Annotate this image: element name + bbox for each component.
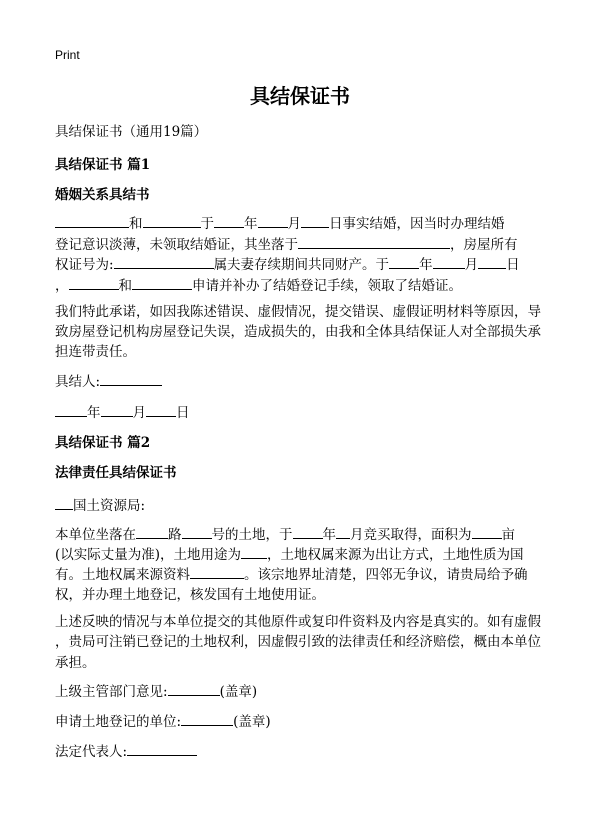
blank-field (136, 526, 168, 539)
paragraph-line: 上述反映的情况与本单位提交的其他原件或复印件资料及内容是真实的。如有虚假 (55, 614, 541, 630)
paragraph-line: 和 于 年 月 日事实结婚，因当时办理结婚 (55, 212, 505, 232)
blank-field (190, 566, 244, 579)
blank-field (478, 256, 506, 269)
section-2-subheading: 法律责任具结保证书 (55, 465, 177, 481)
supervisor-opinion-line: 上级主管部门意见: (盖章) (55, 684, 258, 700)
blank-field (301, 215, 329, 228)
blank-field (55, 404, 87, 417)
blank-field (146, 404, 176, 417)
addressee-line: 国土资源局: (55, 494, 145, 514)
blank-field (132, 277, 192, 290)
paragraph-line: 权证号为: 属夫妻存续期间共同财产。于 年 月 日 (55, 257, 520, 273)
blank-field (472, 526, 502, 539)
paragraph-line: 我们特此承诺，如因我陈述错误、虚假情况，提交错误、虚假证明材料等原因，导 (55, 304, 541, 320)
section-1-subheading: 婚姻关系具结书 (55, 187, 150, 203)
paragraph-line: (以实际丈量为准)，土地用途为 ，土地权属来源为出让方式，土地性质为国 (55, 547, 524, 563)
blank-field (101, 404, 133, 417)
blank-field (433, 256, 465, 269)
signer-line: 具结人: (55, 370, 162, 390)
paragraph-line: 承担。 (55, 655, 96, 671)
blank-field (55, 497, 73, 510)
paragraph-line: ， 和 申请并补办了结婚登记手续，领取了结婚证。 (55, 278, 462, 294)
blank-field (389, 256, 419, 269)
paragraph-line: 本单位坐落在 路 号的土地，于 年 月竞买取得，面积为 亩 (55, 527, 515, 543)
paragraph-line: 致房屋登记机构房屋登记失误，造成损失的，由我和全体具结保证人对全部损失承 (55, 324, 541, 340)
blank-field (168, 683, 220, 696)
blank-field (69, 277, 119, 290)
paragraph-line: 有。土地权属来源资料 。该宗地界址清楚，四邻无争议，请贵局给予确 (55, 567, 528, 583)
paragraph-line: ，贵局可注销已登记的土地权利，因虚假引致的法律责任和经济赔偿，概由本单位 (55, 634, 541, 650)
blank-field (241, 546, 267, 559)
blank-field (114, 256, 214, 269)
blank-field (214, 215, 244, 228)
legal-representative-line: 法定代表人: (55, 740, 197, 760)
date-line: 年 月 日 (55, 401, 190, 421)
document-title: 具结保证书 (250, 84, 350, 108)
blank-field (55, 215, 129, 228)
blank-field (100, 373, 162, 386)
applicant-unit-line: 申请土地登记的单位: (盖章) (55, 714, 271, 730)
blank-field (181, 713, 233, 726)
paragraph-line: 权，并办理土地登记，核发国有土地使用证。 (55, 587, 325, 603)
document-subtitle: 具结保证书（通用19篇） (55, 124, 208, 140)
paragraph-line: 登记意识淡薄，未领取结婚证，其坐落于 ，房屋所有 (55, 237, 518, 253)
print-link[interactable]: Print (55, 48, 80, 62)
blank-field (293, 526, 323, 539)
blank-field (182, 526, 212, 539)
blank-field (143, 215, 201, 228)
blank-field (127, 743, 197, 756)
section-1-heading: 具结保证书 篇1 (55, 157, 151, 173)
blank-field (336, 526, 350, 539)
paragraph-line: 担连带责任。 (55, 344, 136, 360)
blank-field (258, 215, 288, 228)
blank-field (298, 236, 450, 249)
section-2-heading: 具结保证书 篇2 (55, 435, 151, 451)
